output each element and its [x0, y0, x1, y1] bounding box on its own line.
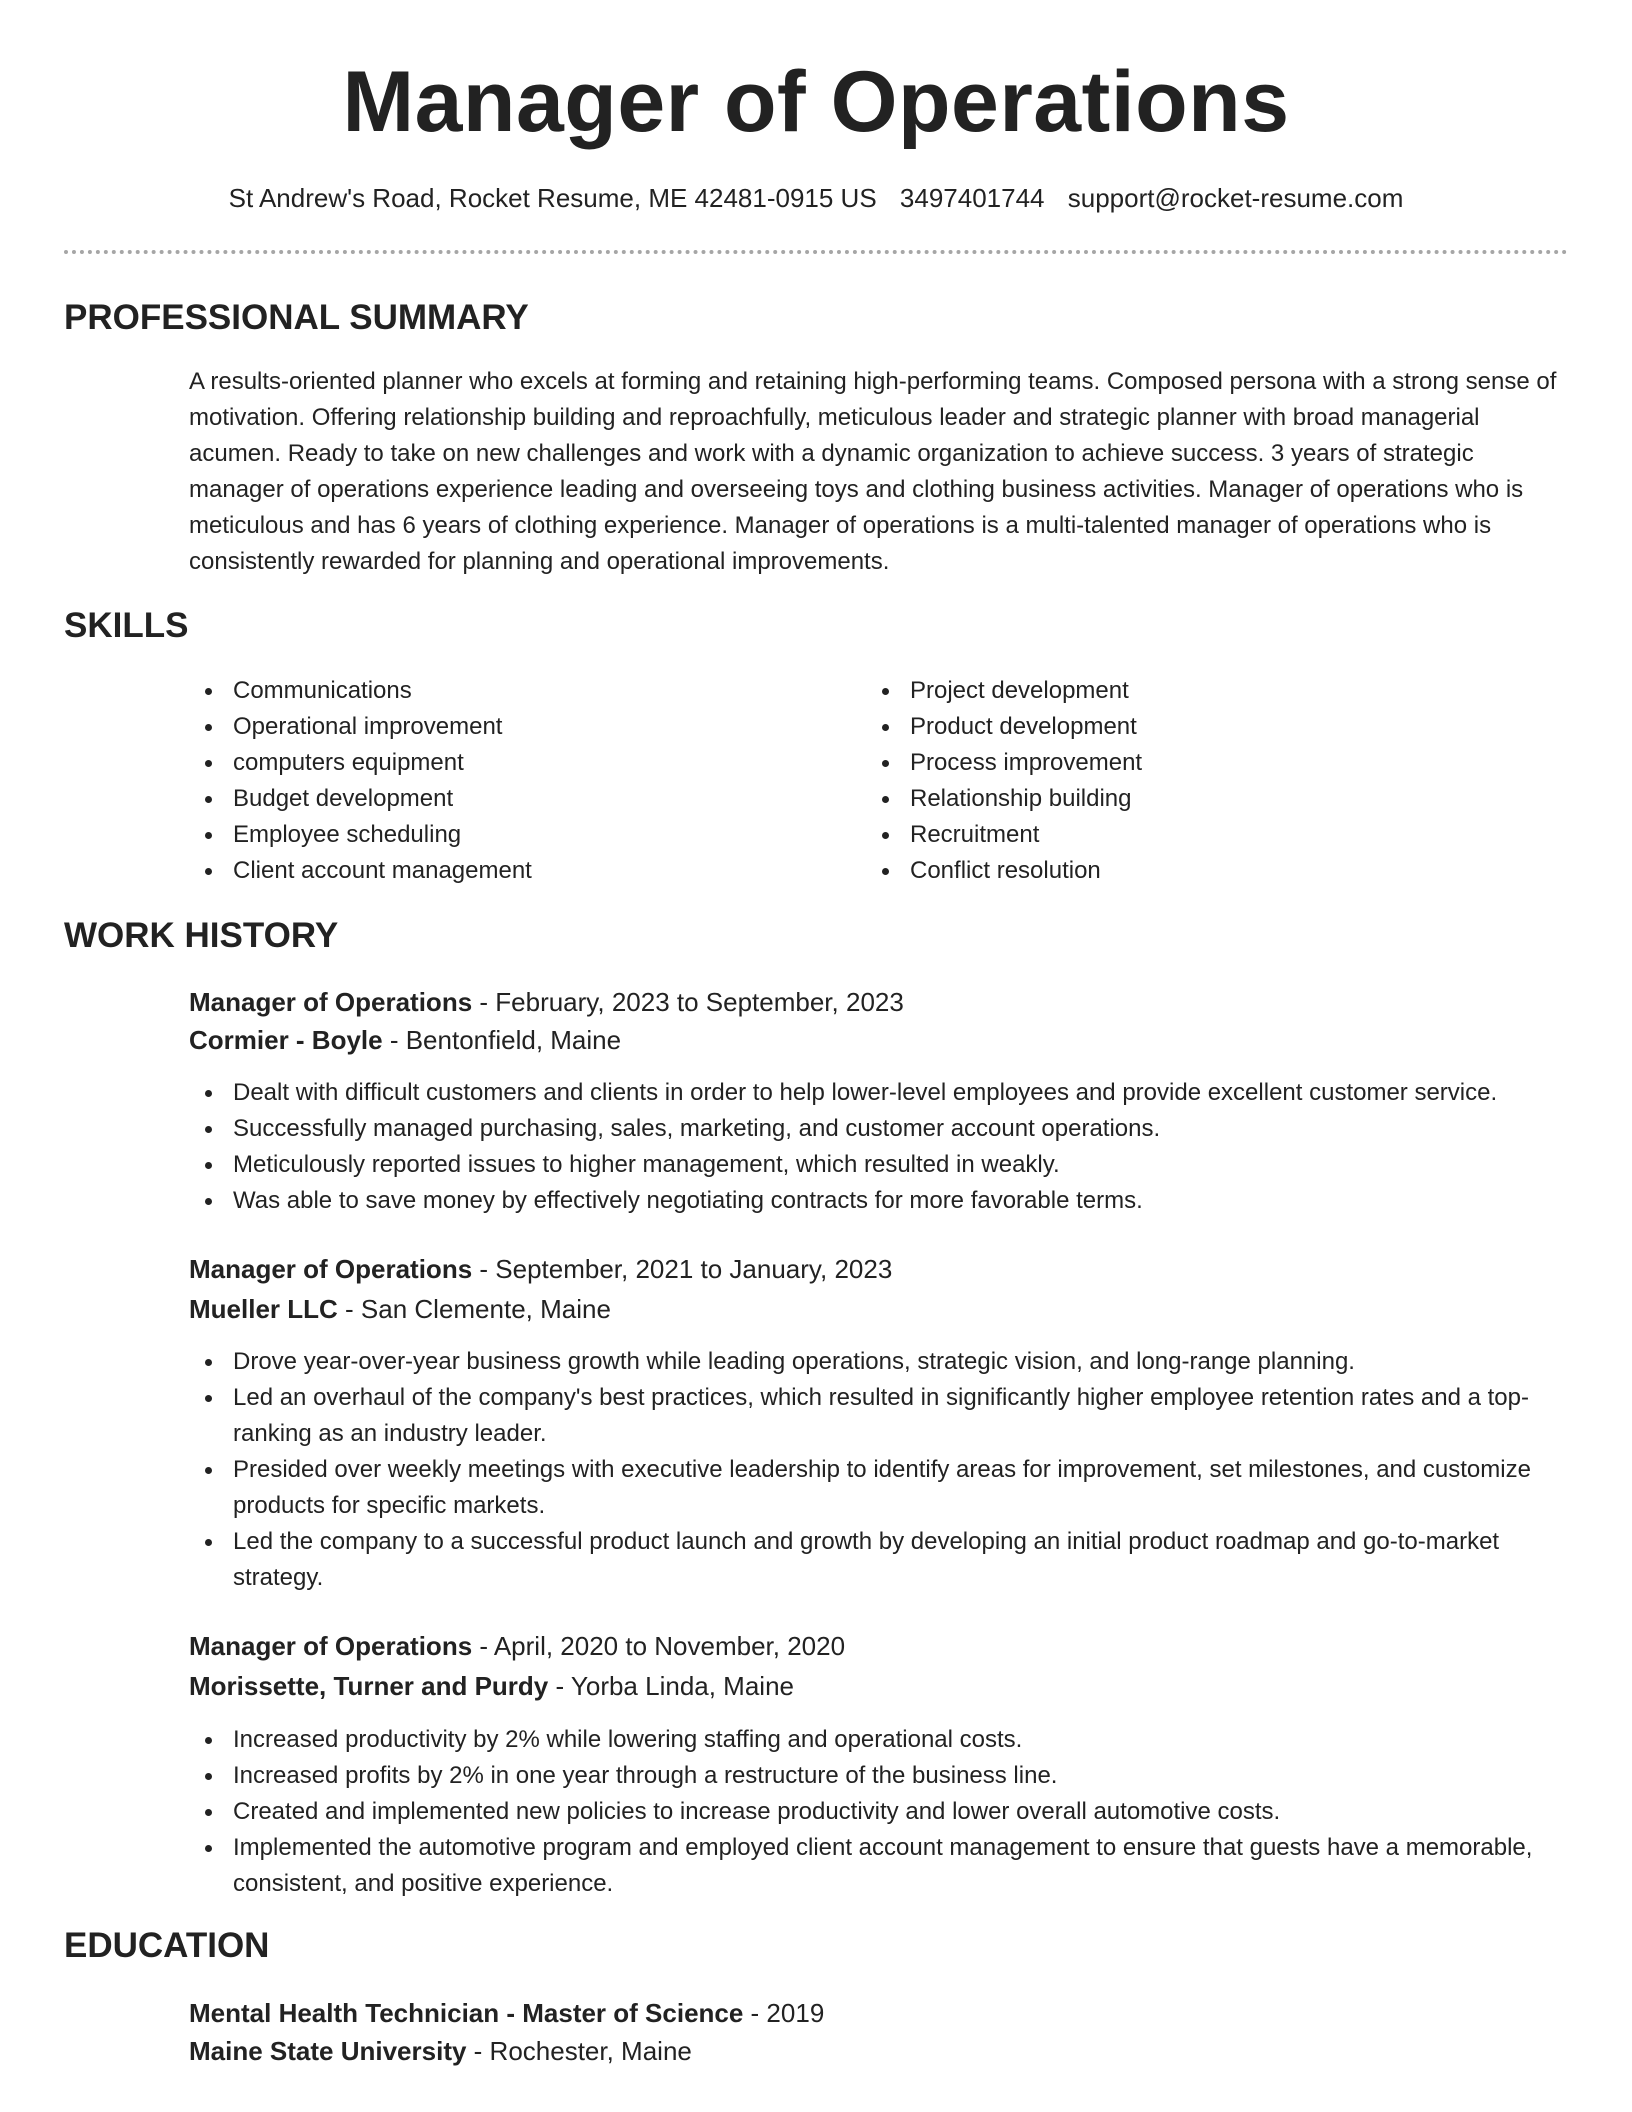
- job-bullet: Drove year-over-year business growth while leading operations, strategic vision, and long-range planning.: [189, 1344, 1569, 1380]
- job-bullets: [189, 1075, 1569, 1219]
- summary-text: A results-oriented planner who excels at forming and retaining high-performing teams. Composed persona with a strong sense of motivation. Offering relationship building and reproachfully, meticulous leader and strategic planner with broad managerial acumen. Ready to take on new challenges and work with a dynamic organization to achieve success. 3 years of strategic manager of operations experience leading and overseeing toys and clothing business activities. Manager of operations who is meticulous and has 6 years of clothing experience. Manager of operations is a multi-talented manager of operations who is consistently rewarded for planning and operational improvements.: [189, 368, 1557, 575]
- job-company-line: [189, 1289, 1559, 1329]
- job-role: Manager of Operations: [189, 987, 473, 1017]
- skill-item: Product development: [866, 709, 1466, 745]
- education-school-line: [189, 2031, 1559, 2071]
- job-company: Morissette, Turner and Purdy: [189, 1671, 549, 1701]
- job-bullet: Was able to save money by effectively negotiating contracts for more favorable terms.: [189, 1183, 1569, 1219]
- education-school: Maine State University: [189, 2036, 467, 2066]
- contact-phone: 3497401744: [899, 183, 1045, 213]
- skill-item: computers equipment: [189, 745, 789, 781]
- skill-item: Operational improvement: [189, 709, 789, 745]
- skill-item: Client account management: [189, 853, 789, 889]
- job-role: Manager of Operations: [189, 1631, 473, 1661]
- skill-item: Project development: [866, 673, 1466, 709]
- job-location: - Bentonfield, Maine: [382, 1025, 622, 1055]
- resume-name: Manager of Operations: [342, 54, 1290, 150]
- job-bullet: Led an overhaul of the company's best practices, which resulted in significantly higher employee retention rates and a top-ranking as an industry leader.: [189, 1380, 1569, 1452]
- skill-item: Communications: [189, 673, 789, 709]
- skill-item: Employee scheduling: [189, 817, 789, 853]
- education-location: - Rochester, Maine: [466, 2036, 692, 2066]
- job-dates: - April, 2020 to November, 2020: [472, 1631, 846, 1661]
- job-title-line: [189, 1249, 1559, 1289]
- job-bullet: Created and implemented new policies to increase productivity and lower overall automotive costs.: [189, 1794, 1569, 1830]
- job-bullet: Dealt with difficult customers and clients in order to help lower-level employees and provide excellent customer service.: [189, 1075, 1569, 1111]
- skill-item: Recruitment: [866, 817, 1466, 853]
- job-bullets: [189, 1722, 1569, 1902]
- skill-item: Relationship building: [866, 781, 1466, 817]
- job-location: - Yorba Linda, Maine: [548, 1671, 794, 1701]
- skills-column-right: [866, 673, 1466, 889]
- job-title-line: [189, 1626, 1559, 1666]
- job-bullet: Led the company to a successful product launch and growth by developing an initial product roadmap and go-to-market strategy.: [189, 1524, 1569, 1596]
- education-degree-line: [189, 1993, 1559, 2033]
- job-bullets: [189, 1344, 1569, 1596]
- job-role: Manager of Operations: [189, 1254, 473, 1284]
- education-heading: EDUCATION: [64, 1926, 270, 1965]
- job-company-line: [189, 1020, 1559, 1060]
- skill-item: Budget development: [189, 781, 789, 817]
- skill-item: Conflict resolution: [866, 853, 1466, 889]
- job-bullet: Increased productivity by 2% while lowering staffing and operational costs.: [189, 1722, 1569, 1758]
- job-bullet: Implemented the automotive program and employed client account management to ensure that guests have a memorable, consistent, and positive experience.: [189, 1830, 1569, 1902]
- job-title-line: [189, 982, 1559, 1022]
- education-degree: Mental Health Technician - Master of Science: [189, 1998, 744, 2028]
- contact-email: support@rocket-resume.com: [1067, 183, 1404, 213]
- skill-item: Process improvement: [866, 745, 1466, 781]
- education-year: - 2019: [743, 1998, 825, 2028]
- contact-address: St Andrew's Road, Rocket Resume, ME 42481-0915 US: [228, 183, 877, 213]
- job-company-line: [189, 1666, 1559, 1706]
- skills-heading: SKILLS: [64, 606, 189, 645]
- job-bullet: Meticulously reported issues to higher management, which resulted in weakly.: [189, 1147, 1569, 1183]
- job-bullet: Presided over weekly meetings with executive leadership to identify areas for improvement, set milestones, and customize products for specific markets.: [189, 1452, 1569, 1524]
- job-company: Mueller LLC: [189, 1294, 338, 1324]
- job-company: Cormier - Boyle: [189, 1025, 383, 1055]
- summary-heading: PROFESSIONAL SUMMARY: [64, 298, 529, 337]
- header-divider: [64, 250, 1568, 254]
- job-bullet: Increased profits by 2% in one year through a restructure of the business line.: [189, 1758, 1569, 1794]
- work-history-heading: WORK HISTORY: [64, 916, 339, 955]
- skills-column-left: [189, 673, 789, 889]
- job-bullet: Successfully managed purchasing, sales, marketing, and customer account operations.: [189, 1111, 1569, 1147]
- job-location: - San Clemente, Maine: [337, 1294, 611, 1324]
- job-dates: - September, 2021 to January, 2023: [472, 1254, 893, 1284]
- contact-line: [0, 180, 1632, 216]
- job-dates: - February, 2023 to September, 2023: [472, 987, 904, 1017]
